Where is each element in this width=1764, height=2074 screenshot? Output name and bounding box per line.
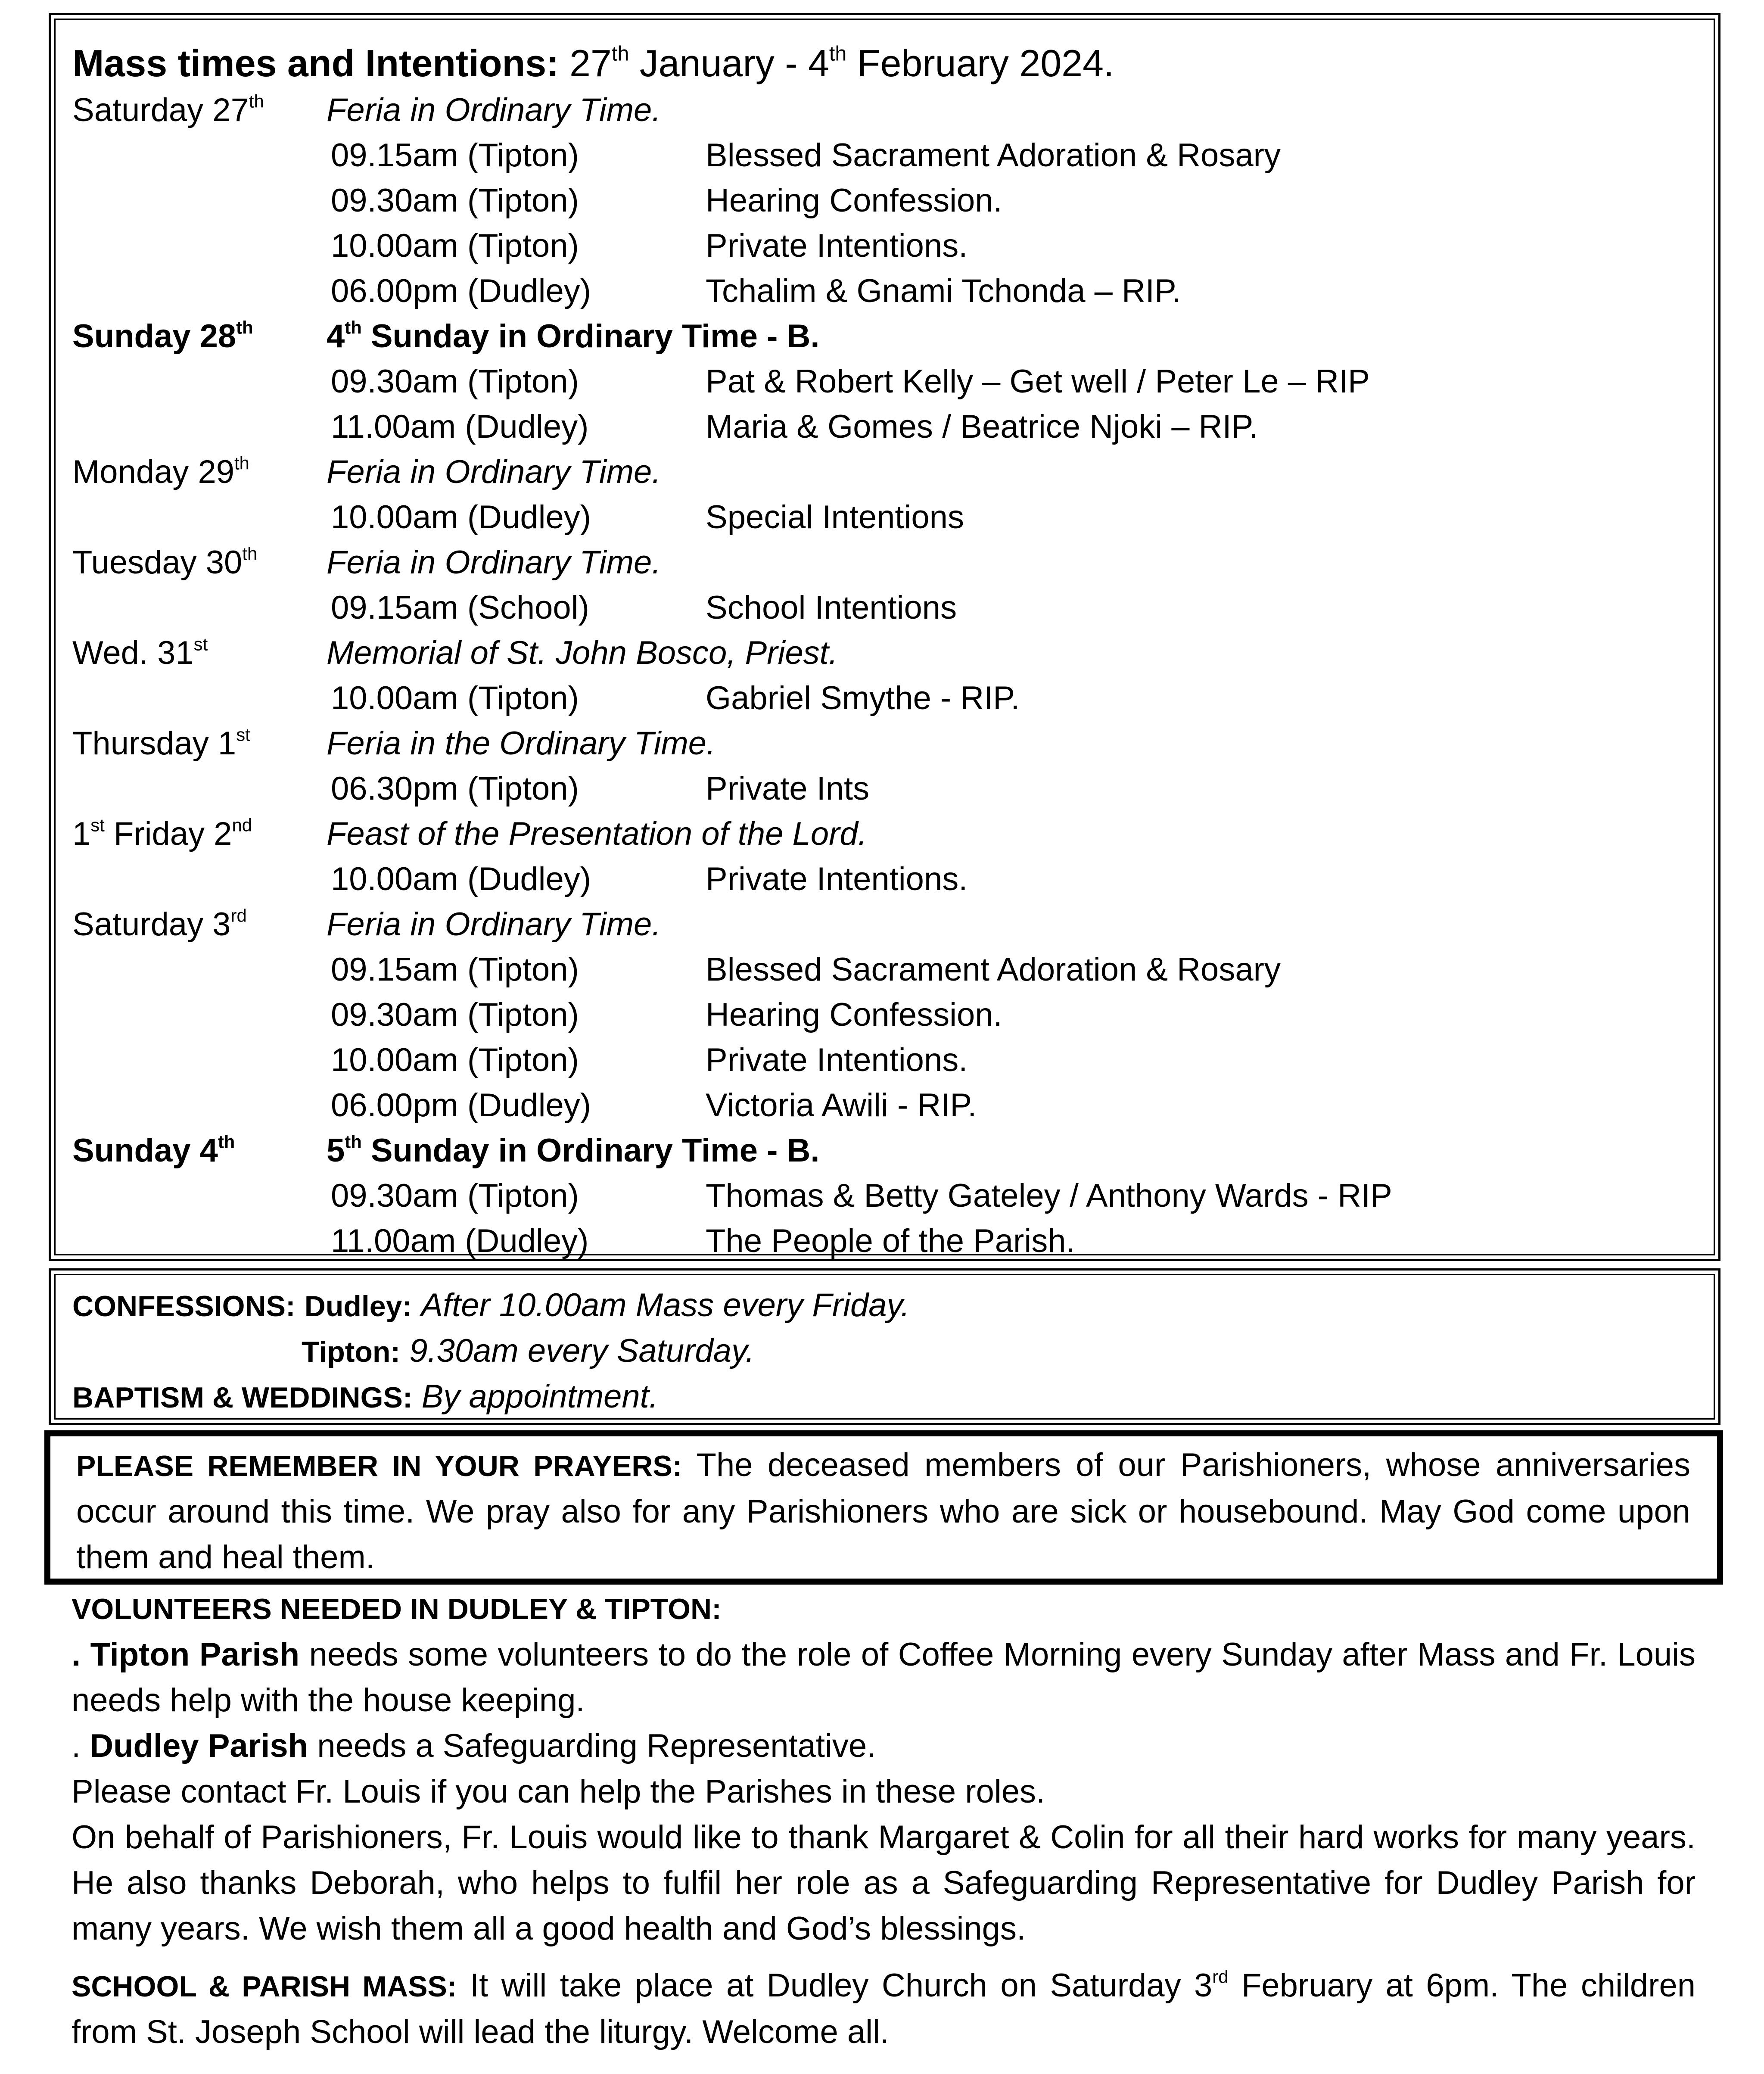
mass-intention: Victoria Awili - RIP. <box>706 1087 977 1124</box>
mass-intention: Private Intentions. <box>706 1042 968 1078</box>
volunteers-heading-row <box>72 1585 1696 1632</box>
mass-intention: Tchalim & Gnami Tchonda – RIP. <box>706 273 1181 309</box>
day-label: Tuesday 30 <box>72 544 243 581</box>
day-row <box>72 721 1692 766</box>
day-sup: st <box>193 634 208 654</box>
day-sup: st <box>236 724 250 745</box>
mass-time: 09.30am (Tipton) <box>331 997 579 1033</box>
confessions-box <box>49 1268 1720 1425</box>
mass-times-title <box>72 39 1692 87</box>
day-row <box>72 902 1692 947</box>
volunteers-dudley-paragraph <box>72 1723 1696 1769</box>
mass-time: 06.00pm (Dudley) <box>331 273 591 309</box>
day-sup: th <box>218 1131 235 1152</box>
baptism-text: By appointment. <box>421 1378 658 1415</box>
mass-entry-row <box>72 1173 1692 1218</box>
prayers-text: The deceased members of our Parishioners, whose anniversaries occur around this time. We pray also for any Parishioners who are sick or housebound. May God come upon them and heal them. <box>76 1447 1691 1576</box>
mass-intention: Blessed Sacrament Adoration & Rosary <box>706 951 1281 988</box>
celebration-name: Feast of the Presentation of the Lord. <box>327 816 867 852</box>
mass-intention: Private Intentions. <box>706 227 968 264</box>
mass-entry-row <box>72 947 1692 992</box>
celebration-sup: th <box>345 317 362 338</box>
prayers-paragraph <box>76 1442 1690 1580</box>
school-mass-text-a: It will take place at Dudley Church on Saturday 3 <box>457 1967 1213 2004</box>
mass-intention: Hearing Confession. <box>706 182 1002 219</box>
volunteers-dudley-parish: Dudley Parish <box>90 1728 308 1764</box>
celebration-name: Feria in Ordinary Time. <box>327 454 661 490</box>
day-name <box>72 449 249 495</box>
day-prefix-sup: st <box>90 815 105 835</box>
mass-entry-row <box>72 178 1692 223</box>
mass-intention: Thomas & Betty Gateley / Anthony Wards - RIP <box>706 1177 1392 1214</box>
celebration-name: Feria in the Ordinary Time. <box>327 725 716 762</box>
day-label: Wed. 31 <box>72 635 194 671</box>
mass-entry-row <box>72 1218 1692 1264</box>
day-name <box>72 314 253 359</box>
day-row <box>72 811 1692 856</box>
volunteers-tipton-parish: Tipton Parish <box>90 1636 300 1673</box>
mass-entry-row <box>72 992 1692 1037</box>
mass-entry-row <box>72 1083 1692 1128</box>
celebration <box>327 314 820 359</box>
celebration <box>327 449 661 495</box>
day-label: Thursday 1 <box>72 725 236 762</box>
volunteers-heading: VOLUNTEERS NEEDED IN DUDLEY & TIPTON: <box>72 1593 722 1626</box>
mass-entry-row <box>72 359 1692 404</box>
day-name <box>72 721 250 766</box>
mass-entry-row <box>72 133 1692 178</box>
mass-entry-row <box>72 766 1692 811</box>
celebration-name: Feria in Ordinary Time. <box>327 906 661 943</box>
mass-intention: School Intentions <box>706 589 957 626</box>
mass-times-content <box>72 39 1692 1264</box>
mass-title-sup-2: th <box>829 42 847 65</box>
mass-entry-row <box>72 268 1692 314</box>
mass-time: 10.00am (Tipton) <box>331 680 579 716</box>
mass-intention: Hearing Confession. <box>706 997 1002 1033</box>
mass-entry-row <box>72 223 1692 268</box>
day-name <box>72 902 247 947</box>
mass-time: 09.15am (Tipton) <box>331 137 579 174</box>
celebration <box>327 811 867 857</box>
confessions-dudley-text: After 10.00am Mass every Friday. <box>421 1287 910 1323</box>
mass-schedule <box>72 87 1692 1264</box>
mass-title-sup-1: th <box>611 42 629 65</box>
baptism-label: BAPTISM & WEDDINGS: <box>72 1381 413 1414</box>
day-sup: th <box>236 317 253 338</box>
school-mass-label: SCHOOL & PARISH MASS: <box>72 1970 457 2003</box>
day-sup: rd <box>230 905 247 926</box>
day-label: Saturday 27 <box>72 92 249 128</box>
mass-time: 09.30am (Tipton) <box>331 182 579 219</box>
celebration-number: 5 <box>327 1132 345 1169</box>
mass-intention: Pat & Robert Kelly – Get well / Peter Le – RIP <box>706 363 1370 400</box>
mass-title-date-mid: January - 4 <box>629 42 829 84</box>
day-sup: nd <box>232 815 252 835</box>
volunteers-dudley-text: needs a Safeguarding Representative. <box>308 1728 876 1764</box>
celebration <box>327 630 838 676</box>
celebration-number: 4 <box>327 318 345 355</box>
mass-time: 06.30pm (Tipton) <box>331 770 579 807</box>
confessions-tipton-row <box>72 1328 1666 1374</box>
mass-time: 10.00am (Dudley) <box>331 499 591 536</box>
mass-intention: Private Intentions. <box>706 861 968 897</box>
day-sup: th <box>234 453 249 473</box>
mass-time: 10.00am (Tipton) <box>331 1042 579 1078</box>
day-sup: th <box>249 91 264 112</box>
volunteers-tipton-bullet: . <box>72 1636 90 1673</box>
day-row <box>72 87 1692 133</box>
mass-time: 09.15am (School) <box>331 589 589 626</box>
mass-time: 11.00am (Dudley) <box>331 408 589 445</box>
mass-intention: Private Ints <box>706 770 870 807</box>
mass-entry-row <box>72 856 1692 902</box>
celebration <box>327 540 661 585</box>
mass-times-box <box>49 13 1720 1261</box>
volunteers-thanks: On behalf of Parishioners, Fr. Louis would like to thank Margaret & Colin for all their hard works for many years. He also thanks Deborah, who helps to fulfil her role as a Safeguarding Representative for Dudley Parish for many years. We wish them all a good health and God’s blessings. <box>72 1819 1696 1947</box>
mass-entry-row <box>72 495 1692 540</box>
day-name <box>72 540 257 585</box>
day-row <box>72 1128 1692 1173</box>
celebration <box>327 87 661 133</box>
confessions-tipton-text: 9.30am every Saturday. <box>409 1333 755 1369</box>
celebration-name: Feria in Ordinary Time. <box>327 92 661 128</box>
day-name <box>72 87 264 133</box>
day-sup: th <box>242 543 258 564</box>
celebration-name: Sunday in Ordinary Time - B. <box>361 318 820 355</box>
mass-intention: Special Intentions <box>706 499 964 536</box>
day-name <box>72 630 208 676</box>
day-name <box>72 811 252 857</box>
prayers-box <box>44 1430 1723 1585</box>
school-mass-sup: rd <box>1212 1966 1229 1987</box>
volunteers-tipton-paragraph <box>72 1632 1696 1723</box>
celebration <box>327 1128 820 1174</box>
day-label: Sunday 4 <box>72 1132 218 1169</box>
mass-intention: Gabriel Smythe - RIP. <box>706 680 1020 716</box>
confessions-tipton-label: Tipton: <box>302 1336 401 1368</box>
mass-intention: Maria & Gomes / Beatrice Njoki – RIP. <box>706 408 1258 445</box>
mass-title-date-start: 27 <box>569 42 612 84</box>
mass-entry-row <box>72 676 1692 721</box>
baptism-row <box>72 1374 1666 1420</box>
volunteers-contact: Please contact Fr. Louis if you can help the Parishes in these roles. <box>72 1773 1045 1810</box>
mass-entry-row <box>72 1037 1692 1083</box>
day-row <box>72 314 1692 359</box>
day-row <box>72 630 1692 676</box>
day-label: Monday 29 <box>72 454 235 490</box>
mass-entry-row <box>72 585 1692 630</box>
day-row <box>72 449 1692 495</box>
school-mass-paragraph <box>72 1963 1696 2055</box>
mass-entry-row <box>72 404 1692 449</box>
day-label: Friday 2 <box>104 816 232 852</box>
mass-title-date-end: February 2024. <box>846 42 1114 84</box>
notices-section <box>72 1585 1696 2055</box>
confessions-label: CONFESSIONS: <box>72 1290 296 1323</box>
confessions-content <box>72 1283 1666 1420</box>
confessions-dudley-label: Dudley: <box>304 1290 412 1323</box>
volunteers-tipton-text: needs some volunteers to do the role of Coffee Morning every Sunday after Mass and Fr. Louis needs help with the house keeping. <box>72 1636 1696 1719</box>
day-name <box>72 1128 235 1174</box>
mass-time: 09.30am (Tipton) <box>331 363 579 400</box>
mass-intention: The People of the Parish. <box>706 1223 1075 1259</box>
mass-time: 06.00pm (Dudley) <box>331 1087 591 1124</box>
celebration <box>327 721 716 766</box>
day-row <box>72 540 1692 585</box>
celebration-name: Feria in Ordinary Time. <box>327 544 661 581</box>
mass-time: 10.00am (Dudley) <box>331 861 591 897</box>
mass-title-label: Mass times and Intentions: <box>72 42 559 84</box>
prayers-label: PLEASE REMEMBER IN YOUR PRAYERS: <box>76 1450 682 1482</box>
day-prefix: 1 <box>72 816 91 852</box>
school-mass-text-b: February at 6pm. The children from St. Joseph School will lead the liturgy. Welcome all. <box>72 1967 1696 2050</box>
mass-time: 09.15am (Tipton) <box>331 951 579 988</box>
mass-intention: Blessed Sacrament Adoration & Rosary <box>706 137 1281 174</box>
mass-time: 11.00am (Dudley) <box>331 1223 589 1259</box>
celebration-name: Memorial of St. John Bosco, Priest. <box>327 635 838 671</box>
volunteers-dudley-bullet: . <box>72 1728 90 1764</box>
mass-time: 10.00am (Tipton) <box>331 227 579 264</box>
mass-time: 09.30am (Tipton) <box>331 1177 579 1214</box>
celebration-name: Sunday in Ordinary Time - B. <box>361 1132 820 1169</box>
day-label: Saturday 3 <box>72 906 231 943</box>
day-label: Sunday 28 <box>72 318 236 355</box>
confessions-dudley-row <box>72 1283 1666 1328</box>
celebration-sup: th <box>345 1131 362 1152</box>
celebration <box>327 902 661 947</box>
